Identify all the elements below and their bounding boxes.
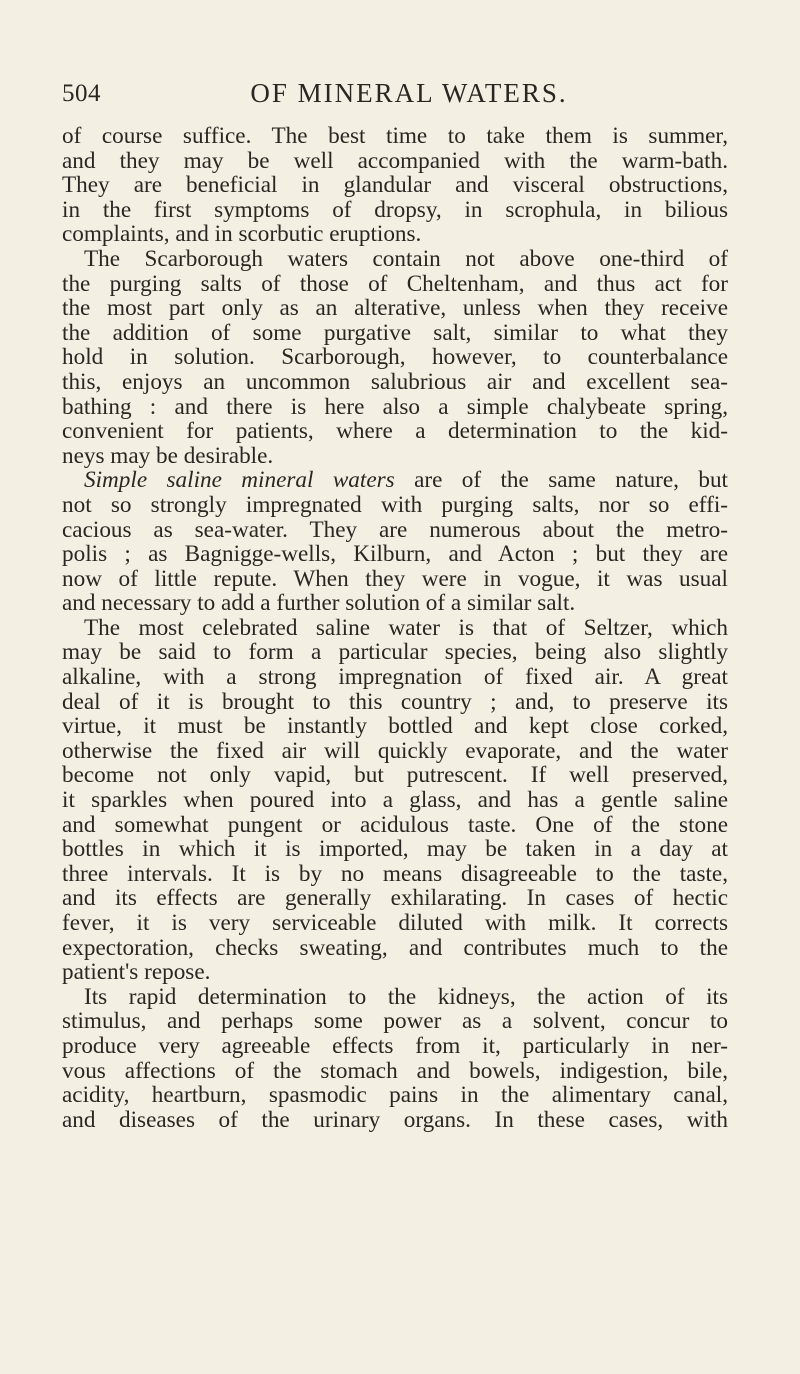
paragraph-start-line: Its rapid determination to the kidneys, the action of its (84, 983, 728, 1010)
text-line: cacious as sea-water. They are numerous about the metro- (62, 516, 728, 543)
text-line: deal of it is brought to this country ; and, to preserve its (62, 688, 728, 715)
running-head (62, 78, 742, 114)
text-line: the addition of some purgative salt, similar to what they (62, 319, 728, 346)
text-line: produce very agreeable effects from it, particularly in ner- (62, 1032, 728, 1059)
text-line: three intervals. It is by no means disagreeable to the taste, (62, 860, 728, 887)
page-number: 504 (62, 80, 101, 107)
text-line: virtue, it must be instantly bottled and kept close corked, (62, 713, 728, 740)
italic-term: Simple saline mineral waters (84, 467, 395, 494)
text-line: alkaline, with a strong impregnation of fixed air. A great (62, 664, 728, 691)
text-line: and diseases of the urinary organs. In these cases, with (62, 1106, 728, 1133)
body-text (62, 124, 728, 1132)
text-line: and somewhat pungent or acidulous taste. One of the stone (62, 811, 728, 838)
text-line: in the first symptoms of dropsy, in scrophula, in bilious (62, 196, 728, 223)
text-line: hold in solution. Scarborough, however, to counterbalance (62, 344, 728, 371)
text-line: of course suffice. The best time to take them is summer, (62, 123, 728, 149)
paragraph-start-line (62, 468, 728, 493)
text-run: are of the same nature, but (394, 467, 728, 494)
running-title: OF MINERAL WATERS. (250, 78, 568, 108)
text-line: vous affections of the stomach and bowels, indigestion, bile, (62, 1057, 728, 1084)
text-line: and its effects are generally exhilarating. In cases of hectic (62, 885, 728, 912)
text-line: otherwise the fixed air will quickly evaporate, and the water (62, 737, 728, 764)
text-line: bottles in which it is imported, may be taken in a day at (62, 836, 728, 863)
text-line: may be said to form a particular species, being also slightly (62, 639, 728, 666)
text-line: the purging salts of those of Cheltenham, and thus act for (62, 270, 728, 297)
text-line: patient's repose. (62, 959, 211, 986)
text-line: and necessary to add a further solution of a similar salt. (62, 590, 576, 617)
text-line: fever, it is very serviceable diluted with milk. It corrects (62, 910, 728, 936)
text-line: convenient for patients, where a determination to the kid- (62, 418, 728, 445)
text-line: the most part only as an alterative, unless when they receive (62, 295, 728, 322)
text-line: They are beneficial in glandular and visceral obstructions, (62, 172, 728, 199)
text-line: this, enjoys an uncommon salubrious air and excellent sea- (62, 368, 728, 395)
text-line: polis ; as Bagnigge-wells, Kilburn, and Acton ; but they are (62, 541, 728, 568)
paragraph-start-line: The most celebrated saline water is that of Seltzer, which (84, 614, 728, 641)
text-line: complaints, and in scorbutic eruptions. (62, 221, 422, 248)
text-line: bathing : and there is here also a simple chalybeate spring, (62, 393, 728, 420)
text-line: become not only vapid, but putrescent. If well preserved, (62, 762, 728, 789)
text-line: neys may be desirable. (62, 442, 274, 469)
text-line: it sparkles when poured into a glass, and has a gentle saline (62, 787, 728, 814)
text-line: not so strongly impregnated with purging salts, nor so effi- (62, 491, 728, 518)
text-line: acidity, heartburn, spasmodic pains in the alimentary canal, (62, 1082, 728, 1109)
text-line: expectoration, checks sweating, and contributes much to the (62, 934, 728, 961)
text-line: stimulus, and perhaps some power as a solvent, concur to (62, 1008, 728, 1035)
text-line: now of little repute. When they were in vogue, it was usual (62, 565, 728, 592)
paragraph-start-line: The Scarborough waters contain not above one-third of (84, 245, 728, 272)
text-line: and they may be well accompanied with the warm-bath. (62, 147, 728, 174)
